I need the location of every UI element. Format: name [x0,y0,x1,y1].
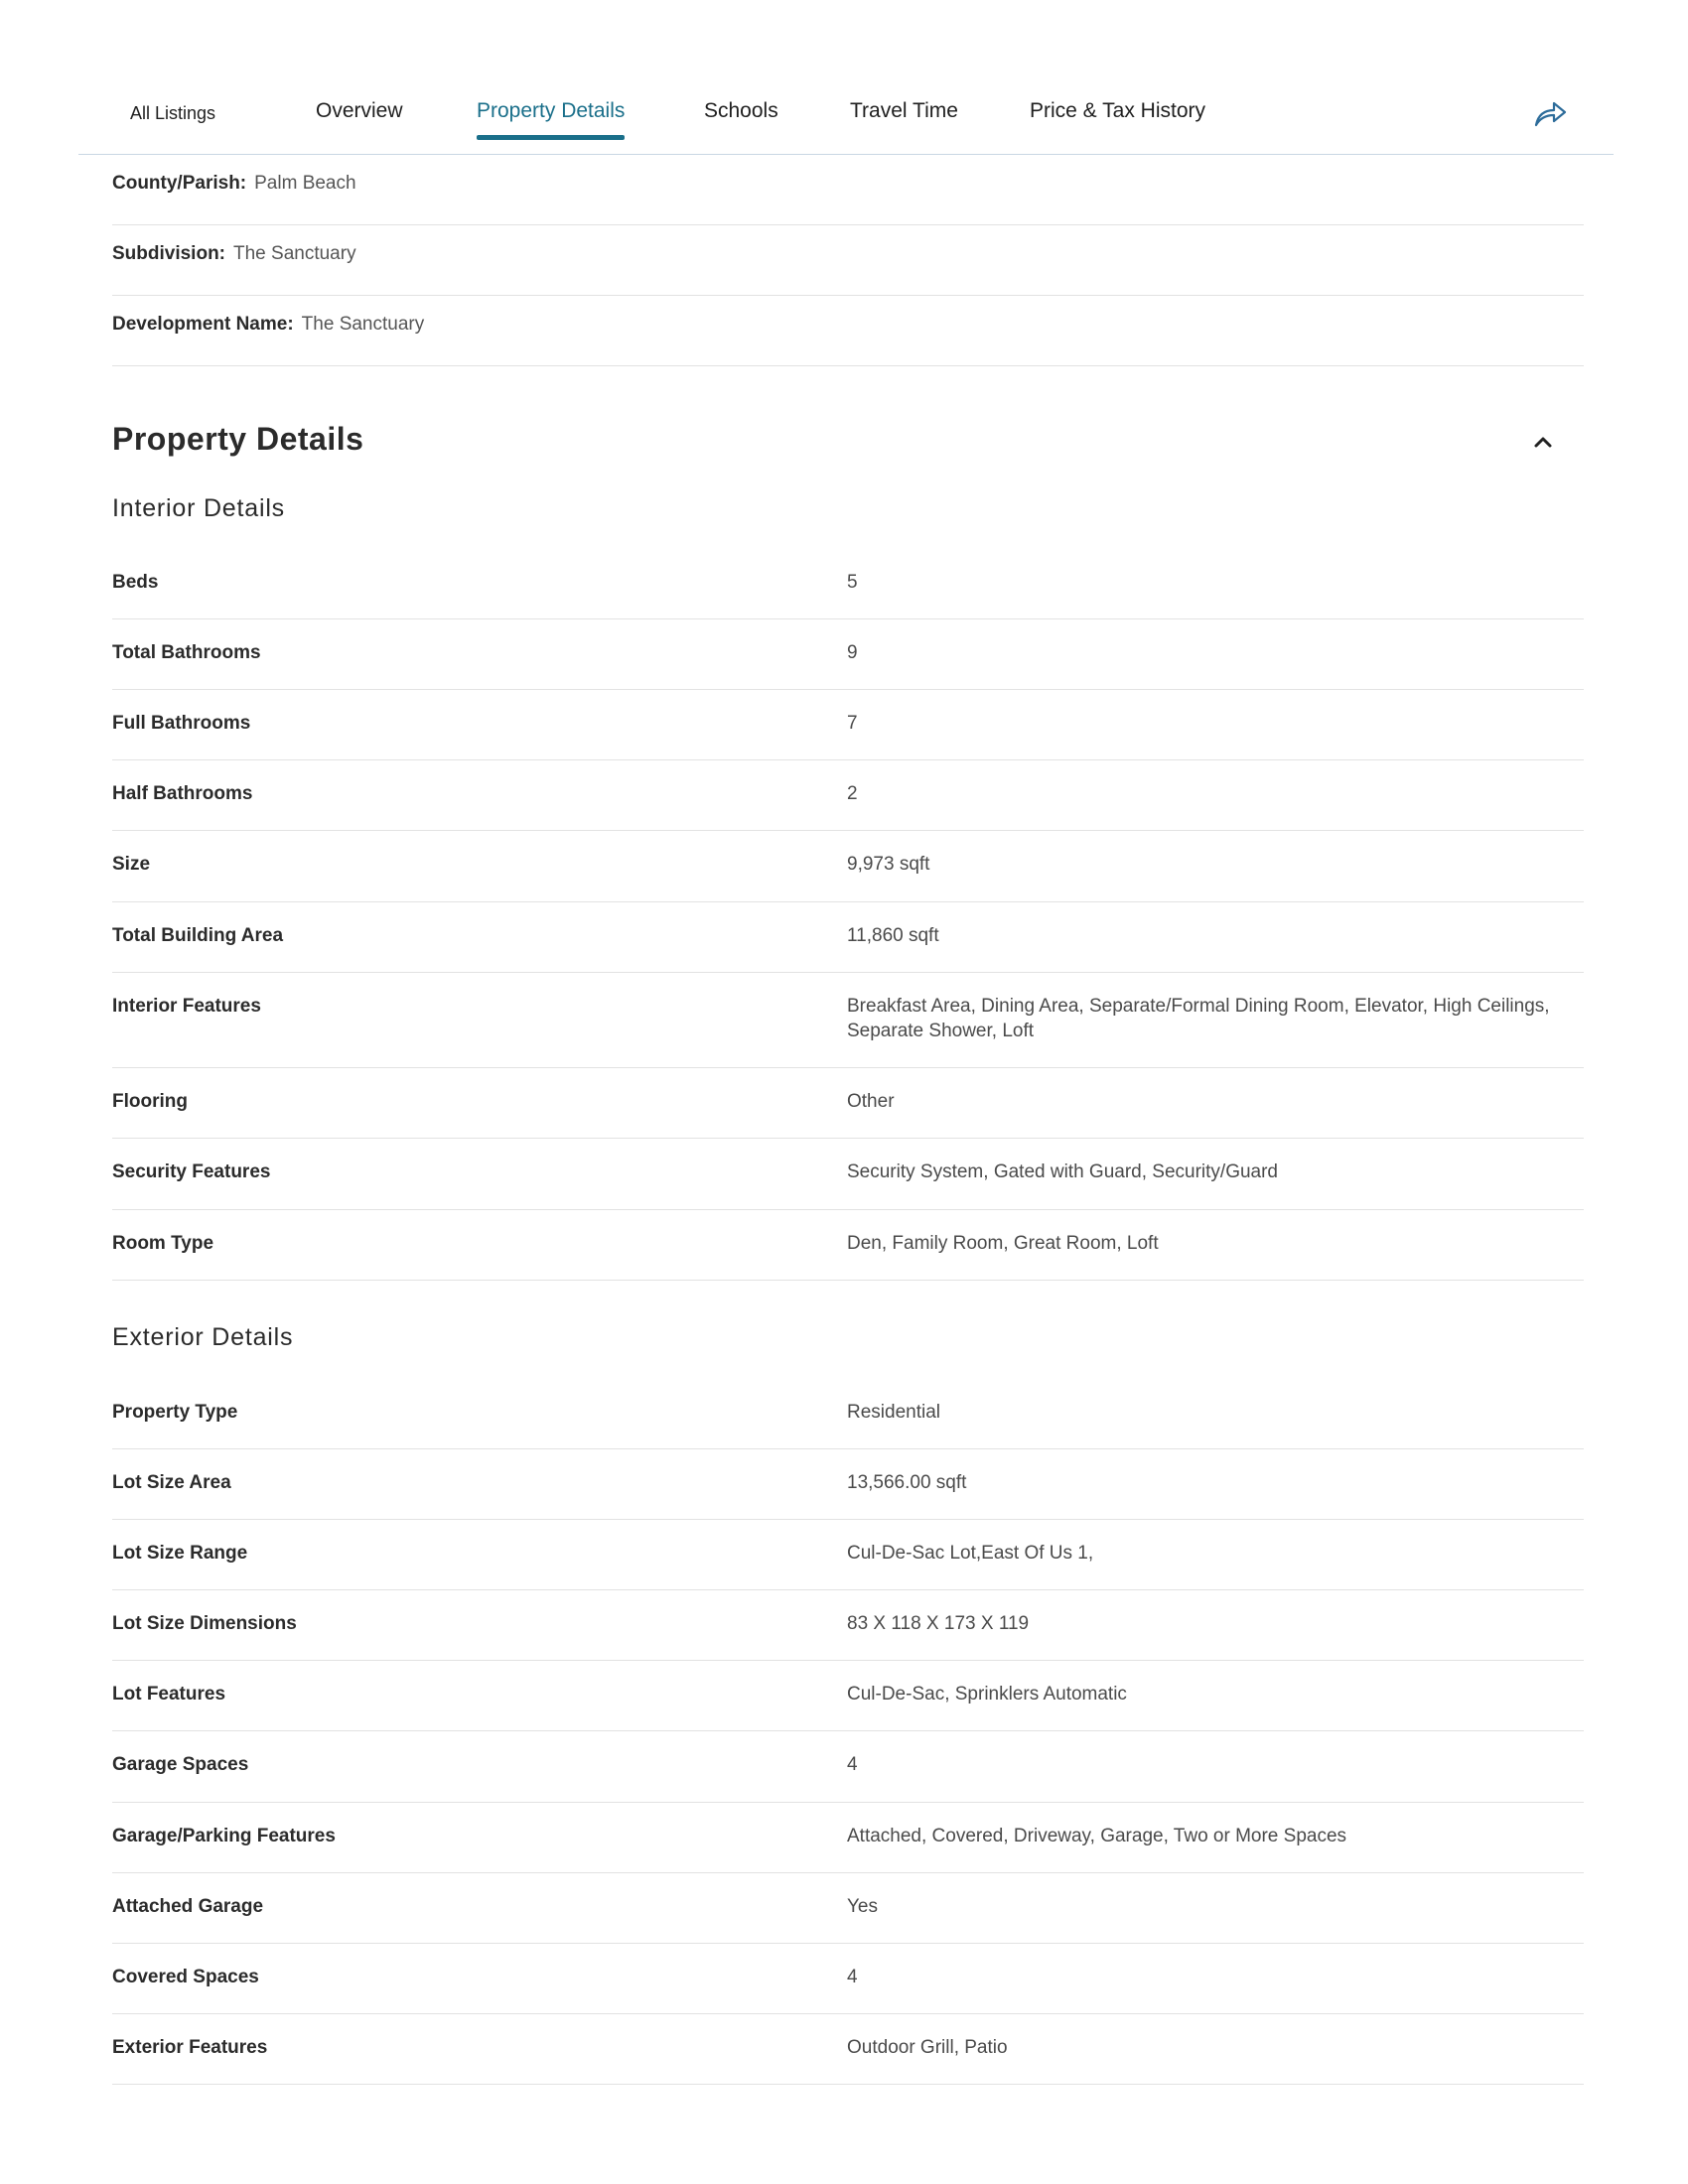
detail-value: Yes [847,1896,878,1917]
detail-row-total-bathrooms [112,619,1584,690]
subdivision-value: The Sanctuary [233,243,356,264]
detail-label: Property Type [112,1402,238,1423]
detail-label: Size [112,854,151,875]
detail-label: Attached Garage [112,1896,264,1917]
detail-value: 13,566.00 sqft [847,1472,967,1493]
detail-row-size [112,831,1584,902]
collapse-section-button[interactable] [1531,432,1555,452]
detail-row-lot-size-range [112,1520,1584,1590]
tab-price-tax-history[interactable]: Price & Tax History [1030,99,1205,122]
share-icon [1532,97,1568,129]
detail-value: 83 X 118 X 173 X 119 [847,1613,1030,1634]
detail-row-exterior-features [112,2014,1584,2085]
tab-overview[interactable]: Overview [316,99,403,122]
detail-value: Security System, Gated with Guard, Security/Guard [847,1161,1279,1182]
detail-value: Outdoor Grill, Patio [847,2037,1008,2058]
detail-row-half-bathrooms [112,760,1584,831]
detail-label: Total Building Area [112,925,284,946]
detail-row-flooring [112,1068,1584,1139]
detail-value: 11,860 sqft [847,925,939,946]
detail-value: 9,973 sqft [847,854,930,875]
all-listings-link[interactable]: All Listings [130,103,216,123]
county-row [112,155,1584,225]
interior-details-title: Interior Details [112,494,285,522]
detail-label: Total Bathrooms [112,642,261,663]
detail-row-interior-features [112,973,1584,1068]
detail-row-garage-parking-features [112,1803,1584,1873]
tab-property-details[interactable] [477,99,625,123]
detail-label: Lot Size Dimensions [112,1613,297,1634]
detail-row-lot-size-dimensions [112,1590,1584,1661]
detail-label: Interior Features [112,996,261,1017]
detail-row-lot-size-area [112,1449,1584,1520]
detail-value: 4 [847,1967,858,1987]
detail-label: Half Bathrooms [112,783,253,804]
detail-row-covered-spaces [112,1944,1584,2014]
detail-label: Flooring [112,1091,188,1112]
detail-label: Lot Size Area [112,1472,231,1493]
detail-row-security-features [112,1139,1584,1210]
development-name-value: The Sanctuary [301,314,425,335]
detail-label: Covered Spaces [112,1967,259,1987]
detail-label: Exterior Features [112,2037,268,2058]
detail-value: 4 [847,1754,858,1775]
detail-value: Den, Family Room, Great Room, Loft [847,1233,1159,1254]
detail-label: Beds [112,572,159,593]
detail-row-beds [112,549,1584,619]
detail-label: Garage Spaces [112,1754,249,1775]
development-name-label: Development Name: [112,314,294,335]
detail-value: 7 [847,713,858,734]
detail-label: Security Features [112,1161,271,1182]
property-details-title: Property Details [112,421,364,457]
active-tab-indicator [477,135,625,140]
detail-value: Residential [847,1402,940,1423]
subdivision-row [112,225,1584,296]
detail-label: Full Bathrooms [112,713,251,734]
detail-label: Lot Features [112,1684,226,1705]
development-name-row [112,296,1584,366]
detail-row-attached-garage [112,1873,1584,1944]
detail-value: Cul-De-Sac Lot,East Of Us 1, [847,1543,1094,1564]
top-navigation [78,77,1614,155]
detail-value: 9 [847,642,858,663]
exterior-details-title: Exterior Details [112,1323,294,1351]
detail-value: 2 [847,783,858,804]
detail-row-garage-spaces [112,1731,1584,1803]
tab-property-details-label: Property Details [477,99,626,122]
share-button[interactable] [1532,97,1568,129]
detail-value: Cul-De-Sac, Sprinklers Automatic [847,1684,1127,1705]
detail-value: Other [847,1091,895,1112]
county-label: County/Parish: [112,173,247,194]
detail-row-room-type [112,1210,1584,1281]
detail-value: 5 [847,572,858,593]
detail-label: Room Type [112,1233,214,1254]
detail-label: Lot Size Range [112,1543,248,1564]
tab-schools[interactable]: Schools [704,99,778,122]
detail-value: Breakfast Area, Dining Area, Separate/Formal Dining Room, Elevator, High Ceilings, Separate Shower, Loft [847,996,1550,1041]
detail-value: Attached, Covered, Driveway, Garage, Two or More Spaces [847,1826,1347,1846]
detail-row-total-building-area [112,902,1584,973]
chevron-up-icon [1531,432,1555,452]
county-value: Palm Beach [254,173,356,194]
subdivision-label: Subdivision: [112,243,225,264]
detail-row-full-bathrooms [112,690,1584,760]
detail-label: Garage/Parking Features [112,1826,336,1846]
detail-row-lot-features [112,1661,1584,1731]
tab-travel-time[interactable]: Travel Time [850,99,958,122]
detail-row-property-type [112,1378,1584,1449]
